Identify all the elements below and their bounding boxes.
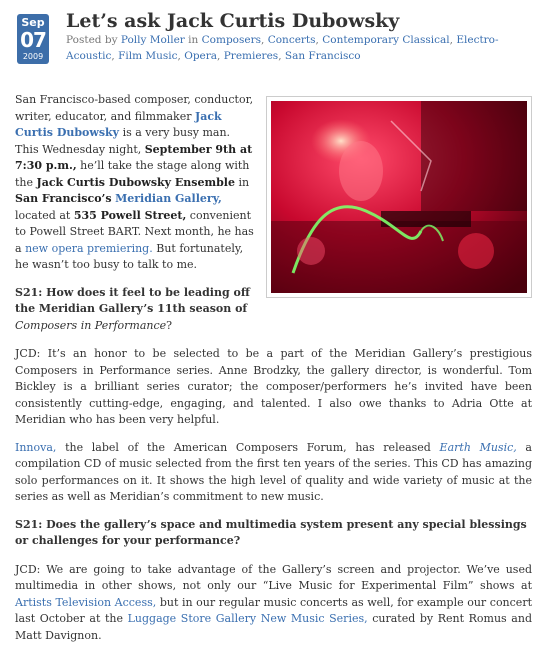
concert-photo: [266, 96, 532, 298]
post-meta: Posted by Polly Moller in Composers, Concerts, Contemporary Classical, Electro-Acoustic, Film Music, Opera, Premieres, San Francisco: [66, 34, 499, 62]
jack-curtis-dubowsky-link[interactable]: Jack Curtis Dubowsky: [15, 109, 222, 139]
date-month: Sep: [21, 16, 45, 29]
innova-paragraph: Innova, the label of the American Composers Forum, has released Earth Music, a compilation CD of music selected from the first ten years of the series. This CD has amazing solo performances on it. It shows the high level of quality and wide variety of music at the series as well as Meridian’s commitment to new music.: [15, 440, 532, 503]
new-opera-link[interactable]: new opera premiering.: [25, 241, 153, 255]
date-badge: [17, 14, 49, 64]
answer-1: JCD: It’s an honor to be selected to be a part of the Meridian Gallery’s prestigious Composers in Performance series. Anne Brodzky, the gallery director, is wonderful. Tom Bickley is a brilliant series curator; the composer/performers he’s invited have been consistently cutting-edge, engaging, and talented. I also owe thanks to Adria Otte at Meridian who has been very helpful.: [15, 347, 532, 426]
luggage-store-gallery-link[interactable]: Luggage Store Gallery New Music Series,: [127, 612, 368, 625]
answer-2: JCD: We are going to take advantage of the Gallery’s screen and projector. We’ve used multimedia in other shows, not only our “Live Music for Experimental Film” shows at Artists Television Access, but in our regular music concerts as well, for example our concert last October at the Luggage Store Gallery New Music Series, curated by Rent Romus and Matt Davignon.: [15, 562, 532, 642]
category-link[interactable]: Composers: [201, 34, 262, 46]
date-day: 07: [20, 28, 46, 52]
category-link[interactable]: Concerts: [267, 34, 316, 46]
concert-photo-image: [271, 101, 527, 293]
earth-music-link[interactable]: Earth Music,: [439, 440, 517, 454]
innova-link[interactable]: Innova,: [15, 440, 57, 454]
category-link[interactable]: San Francisco: [284, 50, 361, 62]
question-2: S21: Does the gallery’s space and multimedia system present any special blessings or challenges for your performance?: [15, 517, 527, 547]
question-1: S21: How does it feel to be leading off the Meridian Gallery’s 11th season of Composers in Performance?: [15, 285, 250, 332]
category-link[interactable]: Premieres: [223, 50, 279, 62]
in-label: in: [188, 34, 199, 46]
category-link[interactable]: Electro-Acoustic: [66, 34, 499, 62]
posted-by-label: Posted by: [66, 34, 118, 46]
post-content: [15, 92, 532, 655]
meridian-gallery-link[interactable]: Meridian Gallery,: [115, 192, 222, 205]
intro-paragraph: San Francisco-based composer, conductor, writer, educator, and filmmaker Jack Curtis Dubowsky is a very busy man. This Wednesday night, September 9th at 7:30 p.m., he’ll take the stage along with the Jack Curtis Dubowsky Ensemble in San Francisco’s Meridian Gallery, located at 535 Powell Street, convenient to Powell Street BART. Next month, he has a new opera premiering. But fortunately, he wasn’t too busy to talk to me.: [15, 93, 254, 271]
date-year: 2009: [22, 52, 44, 61]
author-link[interactable]: Polly Moller: [120, 34, 185, 46]
artists-television-access-link[interactable]: Artists Television Access,: [15, 595, 157, 609]
category-link[interactable]: Contemporary Classical: [322, 34, 450, 46]
post-title[interactable]: Let’s ask Jack Curtis Dubowsky: [66, 10, 400, 32]
category-link[interactable]: Opera: [184, 50, 218, 62]
category-link[interactable]: Film Music: [118, 50, 178, 62]
